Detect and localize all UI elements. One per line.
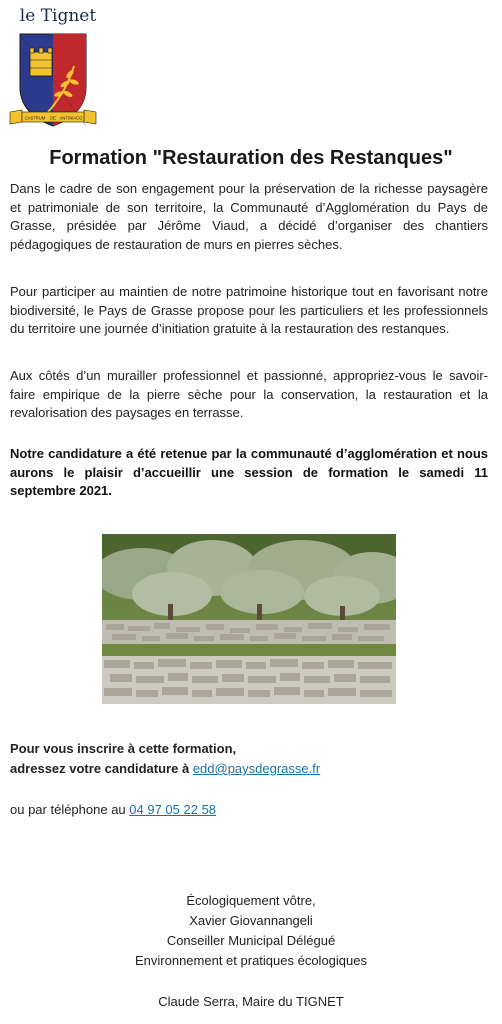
- restanques-photo: [102, 534, 396, 704]
- email-prefix: adressez votre candidature à: [10, 761, 193, 776]
- murailler-paragraph: Aux côtés d’un murailler professionnel et passionné, appropriez-vous le savoir-faire empirique de la pierre sèche pour la conservation, la restauration et la revalorisation des paysages en terrasse.: [10, 368, 488, 421]
- phone-link[interactable]: 04 97 05 22 58: [129, 802, 217, 817]
- motto-right: ANTINIACO: [59, 115, 83, 121]
- coat-of-arms-icon: [8, 32, 98, 132]
- signature-name: Xavier Giovannangeli: [189, 913, 313, 928]
- motto-mid: DE: [50, 115, 56, 121]
- municipality-logo[interactable]: [8, 2, 98, 132]
- intro-paragraph: Dans le cadre de son engagement pour la préservation de la richesse paysagère et patrimoniale de son territoire, la Communauté d’Agglomération du Pays de Grasse, présidée par Jérôme Viaud, a décidé d’organiser des chantiers pédagogiques de restauration de murs en pierres sèches.: [10, 181, 488, 252]
- email-link[interactable]: edd@paysdegrasse.fr: [192, 761, 321, 776]
- signature-domain: Environnement et pratiques écologiques: [135, 953, 367, 968]
- motto-left: CASTRUM: [24, 115, 46, 121]
- page-title: Formation "Restauration des Restanques": [49, 147, 453, 169]
- mayor-signature: Claude Serra, Maire du TIGNET: [158, 994, 344, 1009]
- signature-closing: Écologiquement vôtre,: [186, 893, 316, 908]
- signup-email-line: [10, 759, 320, 778]
- phone-line: [10, 800, 216, 819]
- logo-title: le Tignet: [19, 6, 97, 26]
- participation-paragraph: Pour participer au maintien de notre patrimoine historique tout en favorisant notre biodiversité, le Pays de Grasse propose pour les particuliers et les professionnels du territoire une journée d’initiation gratuite à la restauration des restanques.: [10, 284, 488, 337]
- signature-role: Conseiller Municipal Délégué: [166, 933, 336, 948]
- announcement-paragraph: Notre candidature a été retenue par la communauté d’agglomération et nous aurons le plaisir d’accueillir une session de formation le samedi 11 septembre 2021.: [10, 446, 488, 499]
- phone-prefix: ou par téléphone au: [10, 802, 130, 817]
- signup-heading: Pour vous inscrire à cette formation,: [10, 741, 237, 756]
